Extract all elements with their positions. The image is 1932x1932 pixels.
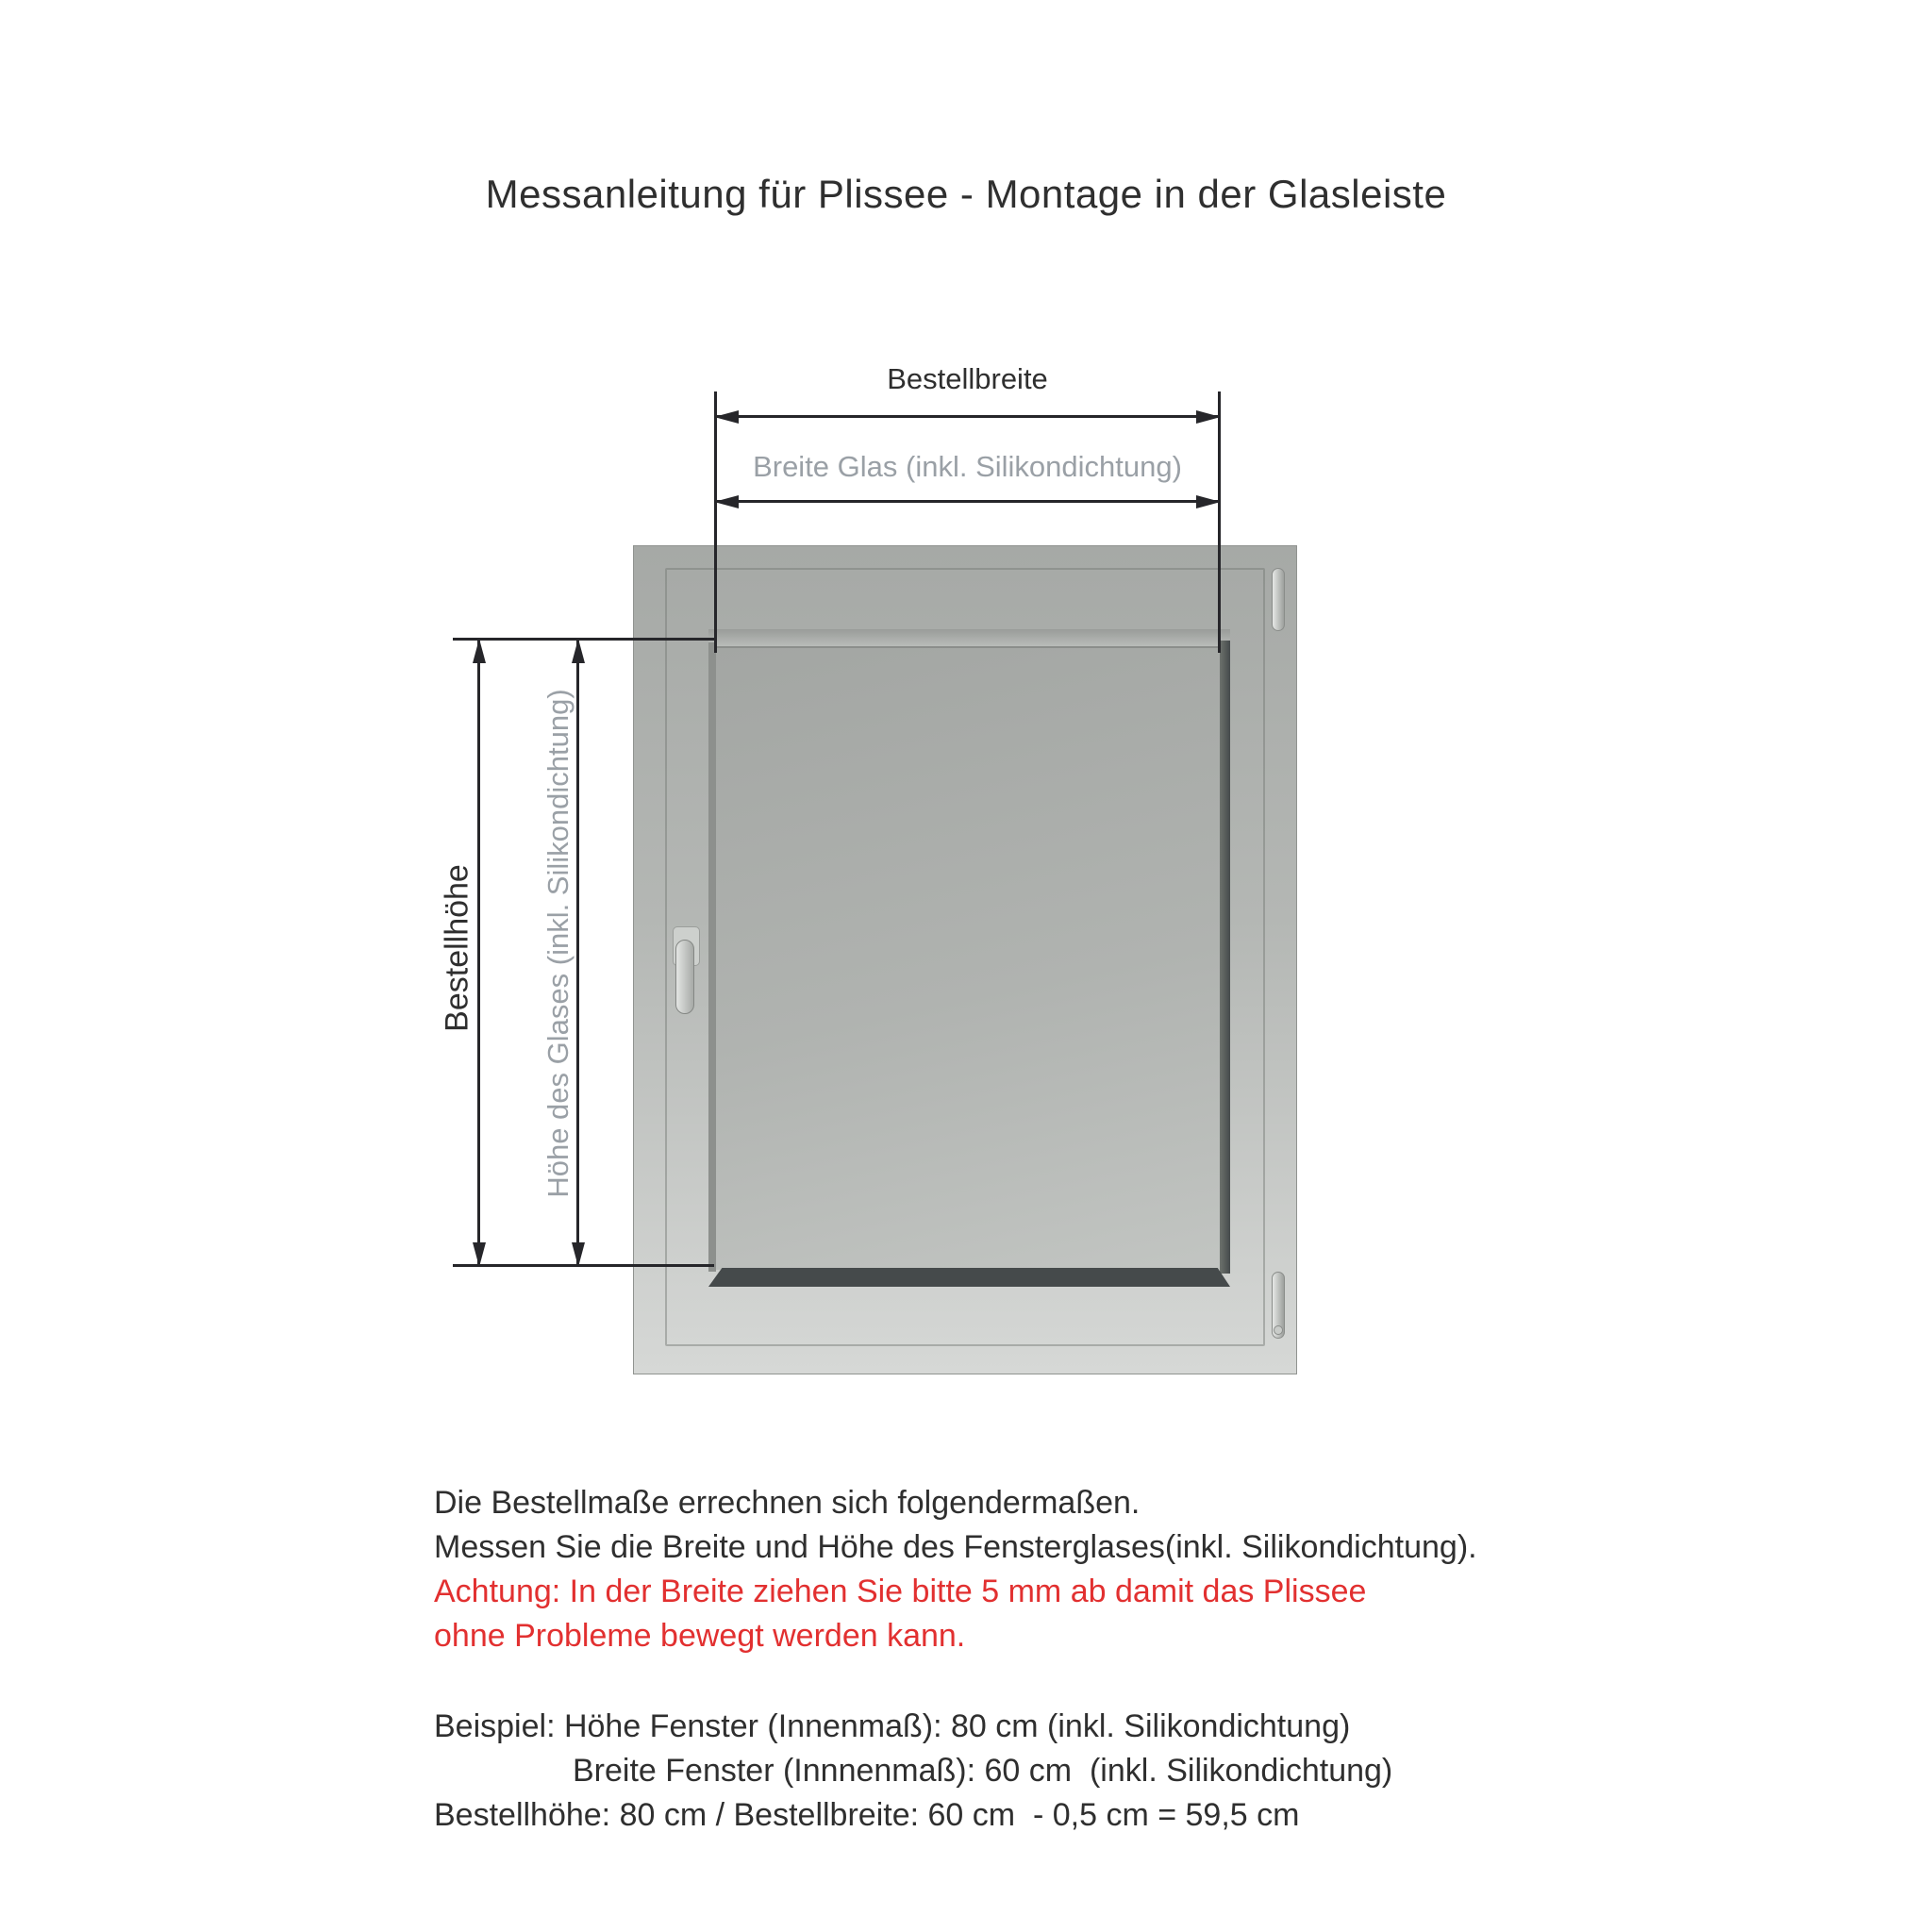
label-glass-width: Breite Glas (inkl. Silikondichtung)	[753, 450, 1182, 483]
dimension-arrow-glass-width	[715, 500, 1220, 503]
dimension-arrow-order-width	[715, 415, 1220, 418]
arrowhead-down-icon	[473, 1242, 486, 1267]
page-title: Messanleitung für Plissee - Montage in der Glasleiste	[485, 172, 1447, 216]
arrowhead-up-icon	[572, 639, 585, 663]
warning-line: Achtung: In der Breite ziehen Sie bitte 5 mm ab damit das Plissee	[434, 1574, 1367, 1609]
dimension-arrow-glass-height	[576, 640, 579, 1266]
arrowhead-left-icon	[714, 495, 739, 508]
instruction-line: Die Bestellmaße errechnen sich folgendermaßen.	[434, 1485, 1141, 1521]
label-order-width: Bestellbreite	[887, 362, 1048, 395]
example-line: Breite Fenster (Innnenmaß): 60 cm (inkl. Silikondichtung)	[573, 1753, 1393, 1789]
arrowhead-left-icon	[714, 410, 739, 424]
dimension-arrow-order-height	[477, 640, 480, 1266]
arrowhead-right-icon	[1196, 410, 1221, 424]
label-order-height: Bestellhöhe	[439, 864, 475, 1032]
arrowhead-down-icon	[572, 1242, 585, 1267]
example-line: Beispiel: Höhe Fenster (Innenmaß): 80 cm (inkl. Silikondichtung)	[434, 1708, 1351, 1744]
label-glass-height: Höhe des Glases (inkl. Silikondichtung)	[541, 689, 575, 1198]
extension-line-glass-left	[714, 391, 717, 653]
instruction-line: Messen Sie die Breite und Höhe des Fensterglases(inkl. Silikondichtung).	[434, 1529, 1477, 1565]
extension-line-glass-right	[1218, 391, 1221, 653]
arrowhead-right-icon	[1196, 495, 1221, 508]
arrowhead-up-icon	[473, 639, 486, 663]
example-line: Bestellhöhe: 80 cm / Bestellbreite: 60 cm - 0,5 cm = 59,5 cm	[434, 1797, 1300, 1833]
warning-line: ohne Probleme bewegt werden kann.	[434, 1618, 966, 1654]
